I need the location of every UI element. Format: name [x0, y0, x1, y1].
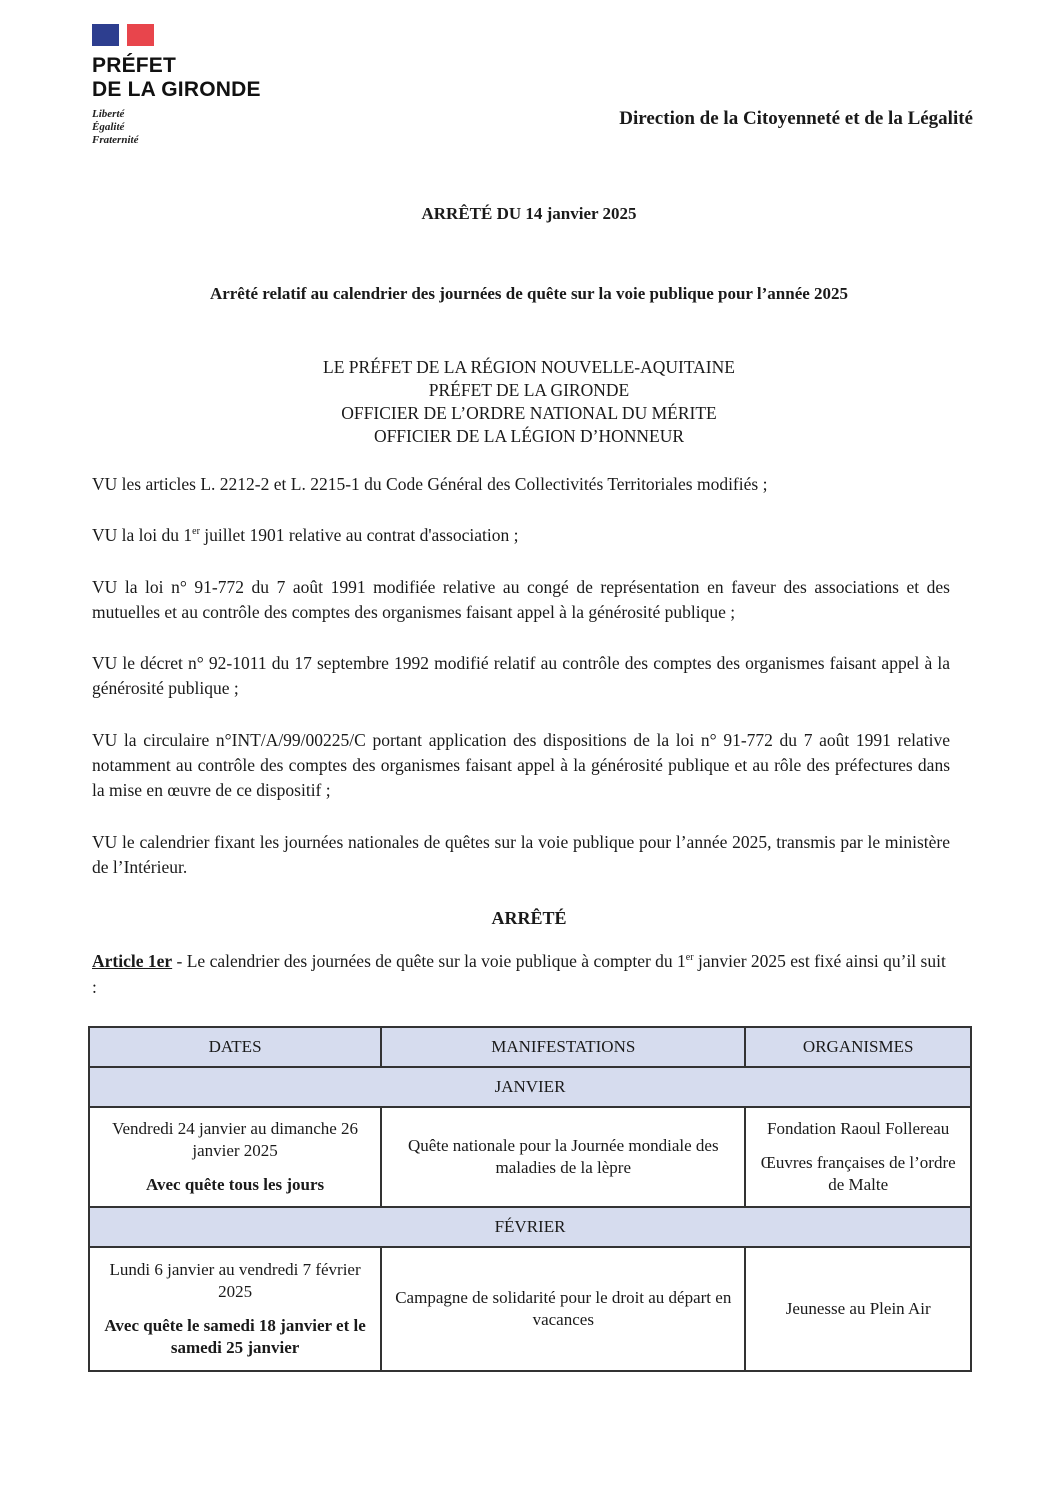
- table-header-row: [89, 1027, 971, 1067]
- prefecture-name: [92, 54, 261, 102]
- article-label: Article 1er: [92, 951, 173, 971]
- header-dates: DATES: [89, 1027, 381, 1067]
- cell-dates: [89, 1107, 381, 1207]
- republic-motto: [92, 108, 261, 147]
- article-1: [92, 948, 954, 1000]
- vu-text: juillet 1901 relative au contrat d'association ;: [199, 525, 519, 545]
- dates-text: Lundi 6 janvier au vendredi 7 février 2025: [109, 1260, 361, 1301]
- authority-block: [0, 356, 1058, 448]
- cell-organismes: [745, 1107, 971, 1207]
- vu-paragraph-3: VU la loi n° 91-772 du 7 août 1991 modifiée relative au congé de représentation en faveur des associations et des mutuelles et au contrôle des comptes des organismes faisant appel à la générosité publique ;: [92, 577, 950, 622]
- motto-fraternite: Fraternité: [92, 134, 139, 146]
- french-flag-icon: [92, 24, 154, 46]
- organisme-name: Jeunesse au Plein Air: [785, 1299, 931, 1318]
- vu-paragraph-2: [92, 523, 950, 548]
- table-row: [89, 1247, 971, 1371]
- vu-sup: er: [192, 526, 200, 538]
- arrete-date-title: ARRÊTÉ DU 14 janvier 2025: [421, 204, 637, 223]
- arrete-subject: Arrêté relatif au calendrier des journées de quête sur la voie publique pour l’année 2025: [209, 284, 849, 303]
- month-label: FÉVRIER: [89, 1207, 971, 1247]
- header-manifestations: MANIFESTATIONS: [381, 1027, 745, 1067]
- cell-manifestation: Campagne de solidarité pour le droit au départ en vacances: [381, 1247, 745, 1371]
- dates-note: Avec quête tous les jours: [146, 1175, 325, 1194]
- prefecture-name-line2: DE LA GIRONDE: [92, 78, 261, 101]
- dates-note: Avec quête le samedi 18 janvier et le samedi 25 janvier: [104, 1316, 366, 1357]
- authority-line: OFFICIER DE L’ORDRE NATIONAL DU MÉRITE: [341, 403, 717, 423]
- vu-paragraph-6: VU le calendrier fixant les journées nationales de quêtes sur la voie publique pour l’année 2025, transmis par le ministère de l’Intérieur.: [92, 832, 950, 877]
- vu-paragraph-5: VU la circulaire n°INT/A/99/00225/C portant application des dispositions de la loi n° 91-772 du 7 août 1991 relative notamment au contrôle des comptes des organismes faisant appel à la générosité publique et au rôle des préfectures dans la mise en œuvre de ce dispositif ;: [92, 730, 950, 800]
- authority-line: PRÉFET DE LA GIRONDE: [428, 380, 630, 400]
- article-text: janvier 2025 est fixé ainsi qu’il suit :: [92, 951, 946, 997]
- month-label: JANVIER: [89, 1067, 971, 1107]
- month-row-fevrier: [89, 1207, 971, 1247]
- vu-paragraph-1: VU les articles L. 2212-2 et L. 2215-1 du Code Général des Collectivités Territoriales modifiés ;: [92, 474, 768, 494]
- month-row-janvier: [89, 1067, 971, 1107]
- authority-line: LE PRÉFET DE LA RÉGION NOUVELLE-AQUITAINE: [323, 357, 735, 377]
- cell-organismes: [745, 1247, 971, 1371]
- vu-paragraph-4: VU le décret n° 92-1011 du 17 septembre 1992 modifié relatif au contrôle des comptes des organismes faisant appel à la générosité publique ;: [92, 653, 950, 698]
- direction-name: Direction de la Citoyenneté et de la Légalité: [619, 108, 973, 129]
- vu-text: VU la loi du 1: [92, 525, 193, 545]
- article-sup: er: [685, 952, 694, 964]
- motto-egalite: Égalité: [92, 121, 125, 133]
- quete-calendar-table: [88, 1026, 972, 1372]
- cell-dates: [89, 1247, 381, 1371]
- organisme-name: Fondation Raoul Follereau: [767, 1119, 950, 1138]
- prefecture-name-line1: PRÉFET: [92, 54, 177, 77]
- authority-line: OFFICIER DE LA LÉGION D’HONNEUR: [373, 426, 685, 446]
- header-organismes: ORGANISMES: [745, 1027, 971, 1067]
- organisme-name: Œuvres françaises de l’ordre de Malte: [760, 1153, 956, 1194]
- cell-manifestation: Quête nationale pour la Journée mondiale des maladies de la lèpre: [381, 1107, 745, 1207]
- article-text: - Le calendrier des journées de quête sur la voie publique à compter du 1: [172, 951, 686, 971]
- motto-liberte: Liberté: [92, 108, 125, 120]
- dates-text: Vendredi 24 janvier au dimanche 26 janvier 2025: [112, 1119, 359, 1160]
- arrete-heading: ARRÊTÉ: [491, 908, 567, 928]
- prefecture-logo: [92, 24, 261, 147]
- table-row: [89, 1107, 971, 1207]
